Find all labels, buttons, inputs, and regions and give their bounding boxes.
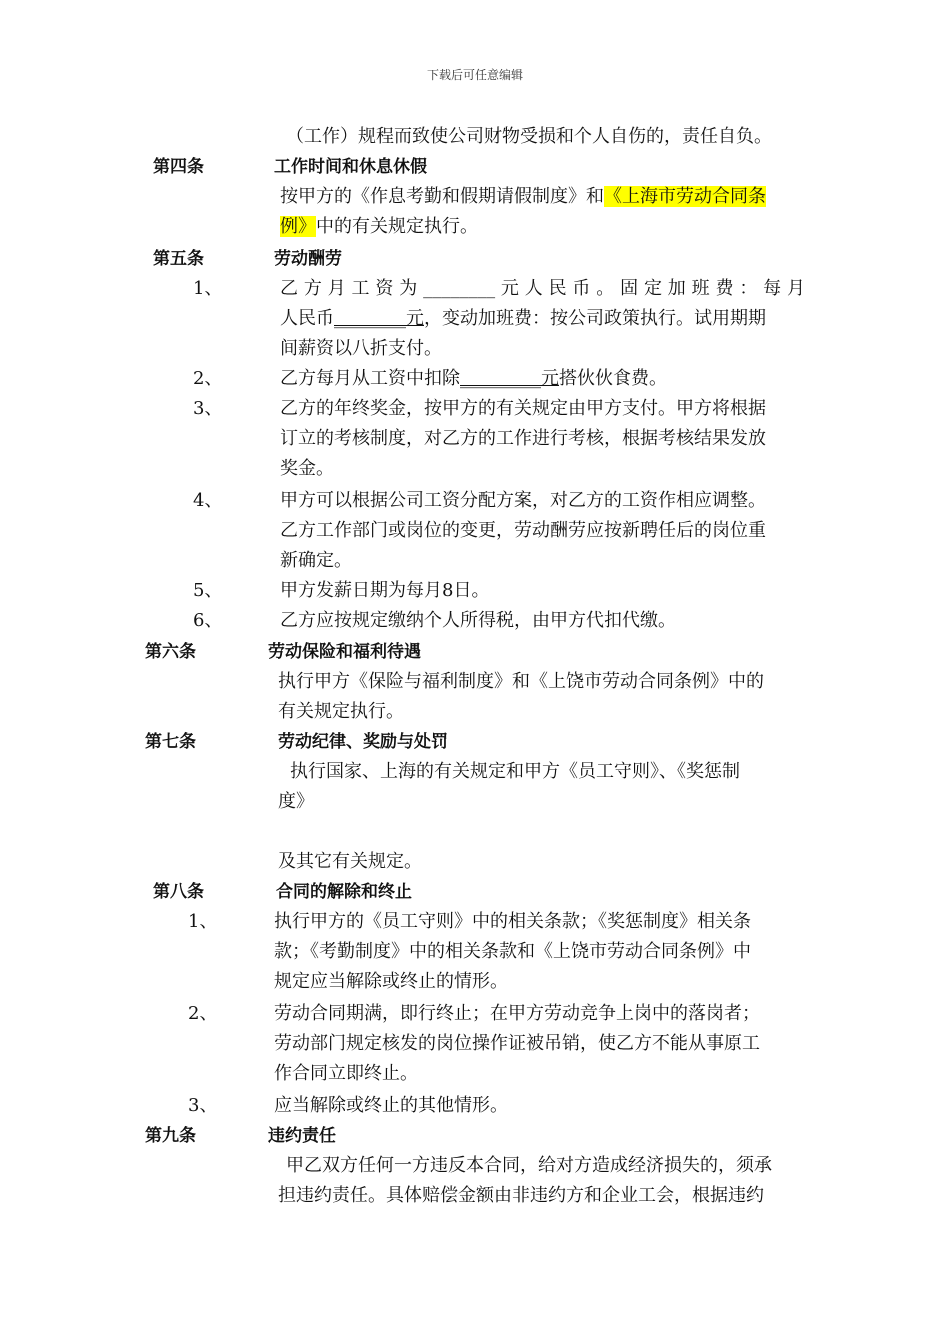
- text-line: 规定应当解除或终止的情形。: [274, 971, 508, 992]
- article-8-number: 第八条: [153, 882, 204, 902]
- text-line: 奖金。: [280, 458, 334, 479]
- text-line: 间薪资以八折支付。: [280, 338, 442, 359]
- list-number: 3、: [193, 398, 223, 419]
- text-line: 劳动部门规定核发的岗位操作证被吊销，使乙方不能从事原工: [274, 1033, 760, 1054]
- text-line: [280, 277, 805, 301]
- page-header: 下载后可任意编辑: [426, 68, 523, 82]
- article-5-title: 劳动酬劳: [274, 249, 342, 269]
- text-segment: 按甲方的《作息考勤和假期请假制度》和: [280, 186, 604, 207]
- text-line: [280, 185, 766, 209]
- list-number: 4、: [193, 490, 223, 511]
- highlighted-text: 《上海市劳动合同条: [604, 186, 766, 207]
- article-8-title: 合同的解除和终止: [276, 882, 412, 902]
- text-line: 担违约责任。具体赔偿金额由非违约方和企业工会，根据违约: [278, 1185, 764, 1206]
- blank-field: _________元: [460, 368, 559, 389]
- text-segment: 乙方每月从工资中扣除: [280, 368, 460, 389]
- text-segment: 元人民币。固定加班费：每月: [495, 278, 806, 299]
- text-line: 乙方工作部门或岗位的变更，劳动酬劳应按新聘任后的岗位重: [280, 520, 766, 541]
- text-segment: 乙方月工资为: [280, 278, 424, 299]
- article-7-number: 第七条: [145, 732, 196, 752]
- article-4-title: 工作时间和休息休假: [274, 157, 427, 177]
- list-number: 1、: [193, 278, 223, 299]
- justified-line: [280, 277, 805, 301]
- text-line: 应当解除或终止的其他情形。: [274, 1095, 508, 1116]
- text-line: 作合同立即终止。: [274, 1063, 418, 1084]
- list-number: 6、: [193, 610, 223, 631]
- text-line: 订立的考核制度，对乙方的工作进行考核，根据考核结果发放: [280, 428, 766, 449]
- list-number: 2、: [193, 368, 223, 389]
- text-line: 甲方可以根据公司工资分配方案，对乙方的工资作相应调整。: [280, 490, 766, 511]
- article-6-title: 劳动保险和福利待遇: [268, 642, 421, 662]
- text-line: [280, 215, 478, 239]
- text-line: 乙方的年终奖金，按甲方的有关规定由甲方支付。甲方将根据: [280, 398, 766, 419]
- text-line: 甲乙双方任何一方违反本合同，给对方造成经济损失的，须承: [286, 1155, 772, 1176]
- text-line: [280, 307, 766, 331]
- text-segment: ，变动加班费：按公司政策执行。试用期期: [424, 308, 766, 329]
- text-line: 新确定。: [280, 550, 352, 571]
- text-line: 有关规定执行。: [278, 701, 404, 722]
- text-line: 度》: [278, 791, 314, 812]
- list-number: 2、: [188, 1003, 218, 1024]
- list-number: 1、: [188, 911, 218, 932]
- text-segment: 人民币: [280, 308, 334, 329]
- text-line: （工作）规程而致使公司财物受损和个人自伤的，责任自负。: [286, 126, 772, 147]
- text-segment: 中的有关规定执行。: [316, 216, 478, 237]
- article-6-number: 第六条: [145, 642, 196, 662]
- text-line: [280, 367, 667, 391]
- text-line: 执行国家、上海的有关规定和甲方《员工守则》、《奖惩制: [290, 761, 740, 782]
- blank-field: ________: [423, 278, 496, 299]
- text-line: 执行甲方《保险与福利制度》和《上饶市劳动合同条例》中的: [278, 671, 764, 692]
- text-line: 款；《考勤制度》中的相关条款和《上饶市劳动合同条例》中: [274, 941, 751, 962]
- text-line: 劳动合同期满，即行终止；在甲方劳动竞争上岗中的落岗者；: [274, 1003, 760, 1024]
- text-line: 及其它有关规定。: [278, 851, 422, 872]
- article-9-number: 第九条: [145, 1126, 196, 1146]
- text-line: 乙方应按规定缴纳个人所得税，由甲方代扣代缴。: [280, 610, 676, 631]
- article-4-number: 第四条: [153, 157, 204, 177]
- highlighted-text: 例》: [280, 216, 316, 237]
- text-line: 执行甲方的《员工守则》中的相关条款；《奖惩制度》相关条: [274, 911, 751, 932]
- list-number: 3、: [188, 1095, 218, 1116]
- article-7-title: 劳动纪律、奖励与处罚: [278, 732, 448, 752]
- text-segment: 搭伙伙食费。: [559, 368, 667, 389]
- text-line: 甲方发薪日期为每月8日。: [280, 580, 490, 601]
- article-9-title: 违约责任: [268, 1126, 336, 1146]
- blank-field: ________元: [334, 308, 424, 329]
- article-5-number: 第五条: [153, 249, 204, 269]
- list-number: 5、: [193, 580, 223, 601]
